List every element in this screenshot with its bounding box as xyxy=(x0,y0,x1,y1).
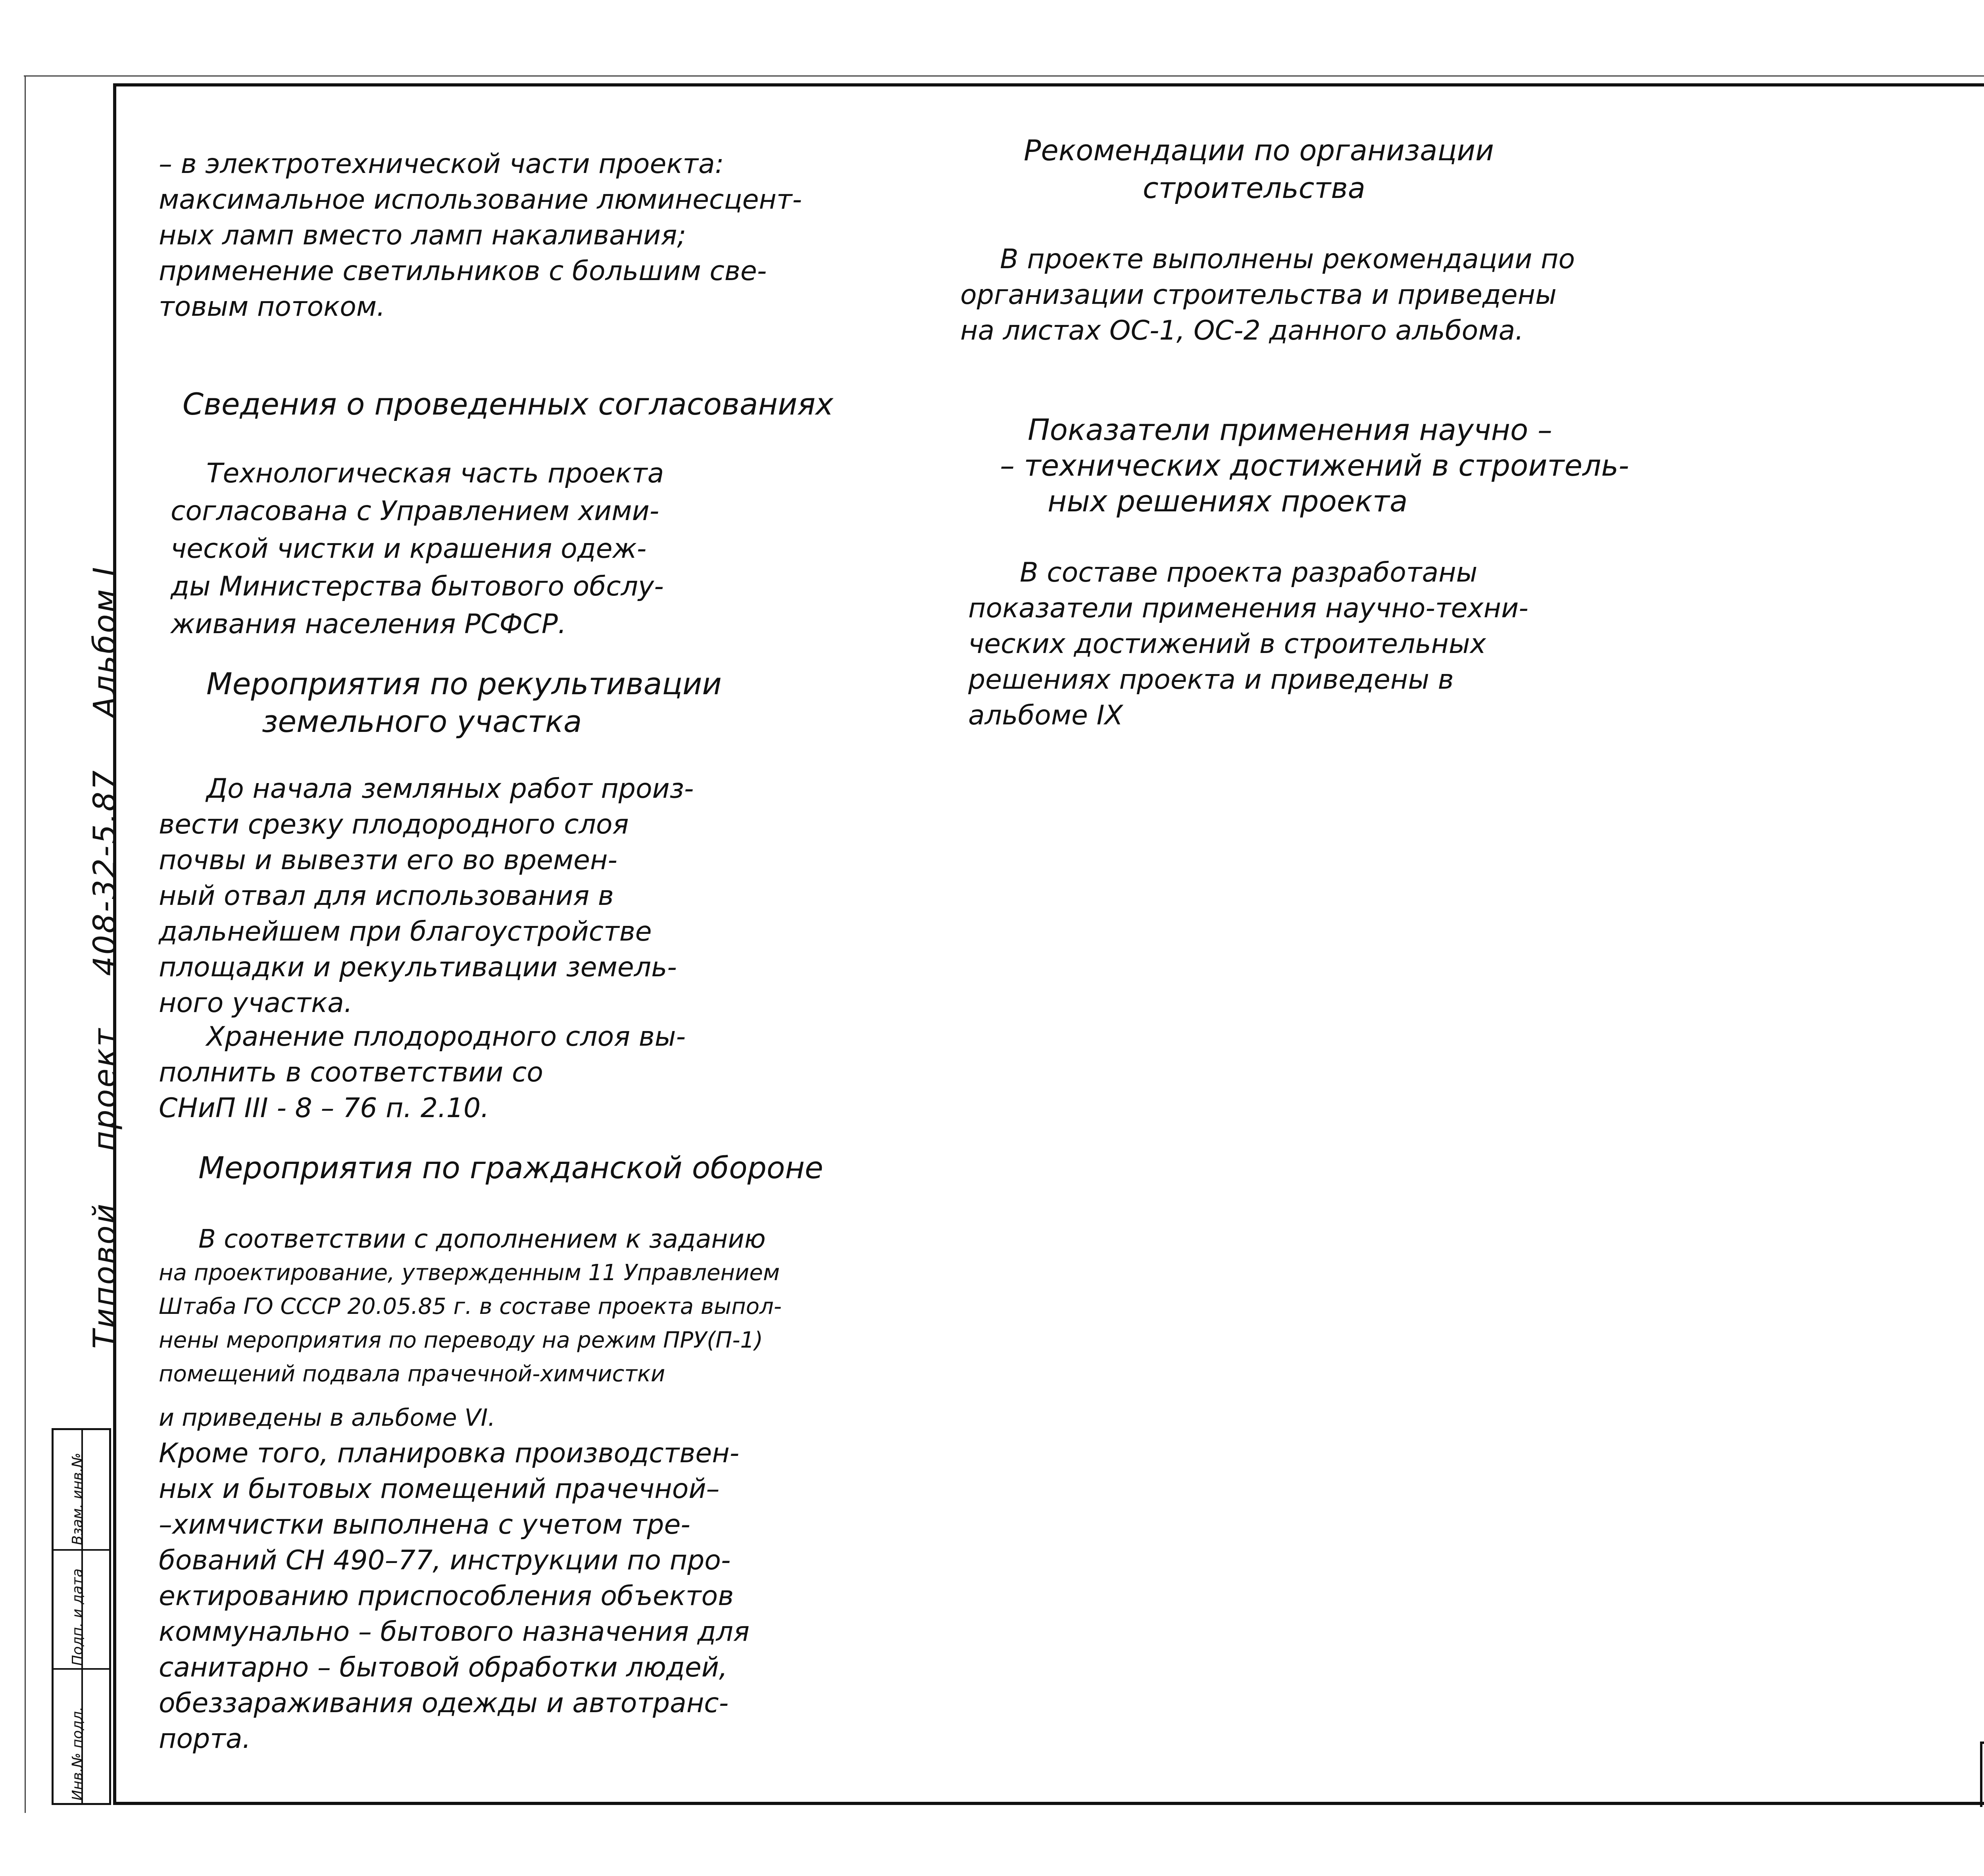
text-line: на проектирование, утвержденным 11 Управлением xyxy=(159,1260,780,1286)
spine-album: Альбом I xyxy=(87,565,123,718)
text-line: ных и бытовых помещений прачечной– xyxy=(159,1473,720,1505)
text-line: бований СН 490–77, инструкции по про- xyxy=(159,1545,731,1576)
text-line: согласована с Управлением хими- xyxy=(171,495,659,527)
text-line: почвы и вывезти его во времен- xyxy=(159,845,617,876)
text-line: Кроме того, планировка производствен- xyxy=(159,1438,740,1469)
text-line: дальнейшем при благоустройстве xyxy=(159,916,652,947)
text-line: на листах ОС-1, ОС-2 данного альбома. xyxy=(960,315,1524,346)
sheet-edge-top xyxy=(24,75,1984,77)
signature-cell-label: Инв.№ подл. xyxy=(69,1707,86,1801)
signature-cell-2 xyxy=(54,1549,109,1668)
text-line: нены мероприятия по переводу на режим ПРУ(П-1) xyxy=(159,1327,763,1353)
section-heading-organization: Рекомендации по организации xyxy=(1024,134,1494,167)
text-line: и приведены в альбоме VI. xyxy=(159,1404,496,1432)
section-heading-recultivation: Мероприятия по рекультивации xyxy=(206,666,722,701)
title-block xyxy=(1980,1742,1984,1807)
text-line: В составе проекта разработаны xyxy=(1020,557,1478,588)
text-line: порта. xyxy=(159,1723,251,1755)
text-line: –химчистки выполнена с учетом тре- xyxy=(159,1509,690,1540)
text-line: Штаба ГО СССР 20.05.85 г. в составе проекта выпол- xyxy=(159,1294,782,1319)
section-heading-science-2: – технических достижений в строитель- xyxy=(1000,449,1629,483)
section-heading-recultivation-2: земельного участка xyxy=(262,704,582,739)
text-line: Хранение плодородного слоя вы- xyxy=(206,1021,686,1052)
section-heading-approvals: Сведения о проведенных согласованиях xyxy=(183,386,834,422)
text-line: ческих достижений в строительных xyxy=(968,628,1486,660)
section-heading-organization-2: строительства xyxy=(1143,171,1365,205)
text-line: В проекте выполнены рекомендации по xyxy=(1000,244,1575,275)
text-line: помещений подвала прачечной-химчистки xyxy=(159,1361,665,1387)
text-line: ды Министерства бытового обслу- xyxy=(171,571,664,602)
text-line: ных ламп вместо ламп накаливания; xyxy=(159,220,686,251)
text-line: максимальное использование люминесцент- xyxy=(159,184,802,215)
text-line: решениях проекта и приведены в xyxy=(968,664,1454,695)
signature-cell-label: Подп. и дата xyxy=(69,1568,86,1666)
section-heading-science: Показатели применения научно – xyxy=(1028,413,1552,447)
signature-cell-label: Взам. инв.№ xyxy=(69,1453,86,1545)
text-line: СНиП III - 8 – 76 п. 2.10. xyxy=(159,1093,489,1124)
text-line: показатели применения научно-техни- xyxy=(968,593,1528,624)
text-line: товым потоком. xyxy=(159,291,385,323)
spine-project-word: проект xyxy=(87,1027,123,1151)
text-line: ектированию приспособления объектов xyxy=(159,1580,734,1612)
text-line: полнить в соответствии со xyxy=(159,1057,543,1088)
signature-cell-1 xyxy=(54,1430,109,1549)
signature-strip xyxy=(52,1428,111,1805)
text-line: вести срезку плодородного слоя xyxy=(159,809,629,840)
text-line: До начала земляных работ произ- xyxy=(206,773,694,805)
spine-project-type: Типовой xyxy=(87,1202,123,1349)
signature-cell-3 xyxy=(54,1668,109,1803)
text-line: санитарно – бытовой обработки людей, xyxy=(159,1652,728,1683)
section-heading-civil-defense: Мероприятия по гражданской обороне xyxy=(198,1150,823,1185)
text-line: применение светильников с большим све- xyxy=(159,255,767,287)
text-line: ный отвал для использования в xyxy=(159,880,614,912)
text-line: площадки и рекультивации земель- xyxy=(159,952,677,983)
text-line: ческой чистки и крашения одеж- xyxy=(171,533,647,565)
text-line: коммунально – бытового назначения для xyxy=(159,1616,750,1648)
text-line: В соответствии с дополнением к заданию xyxy=(198,1225,766,1254)
text-line: – в электротехнической части проекта: xyxy=(159,148,724,180)
text-line: альбоме IX xyxy=(968,700,1123,731)
text-line: Технологическая часть проекта xyxy=(206,458,664,489)
text-line: организации строительства и приведены xyxy=(960,279,1557,311)
spine-title xyxy=(87,565,123,1349)
sheet-edge-left xyxy=(25,75,26,1813)
text-line: обеззараживания одежды и автотранс- xyxy=(159,1688,729,1719)
text-line: ного участка. xyxy=(159,987,353,1019)
spine-project-code: 408-32-5.87 xyxy=(87,769,123,976)
section-heading-science-3: ных решениях проекта xyxy=(1048,484,1408,518)
text-line: живания населения РСФСР. xyxy=(171,609,567,640)
